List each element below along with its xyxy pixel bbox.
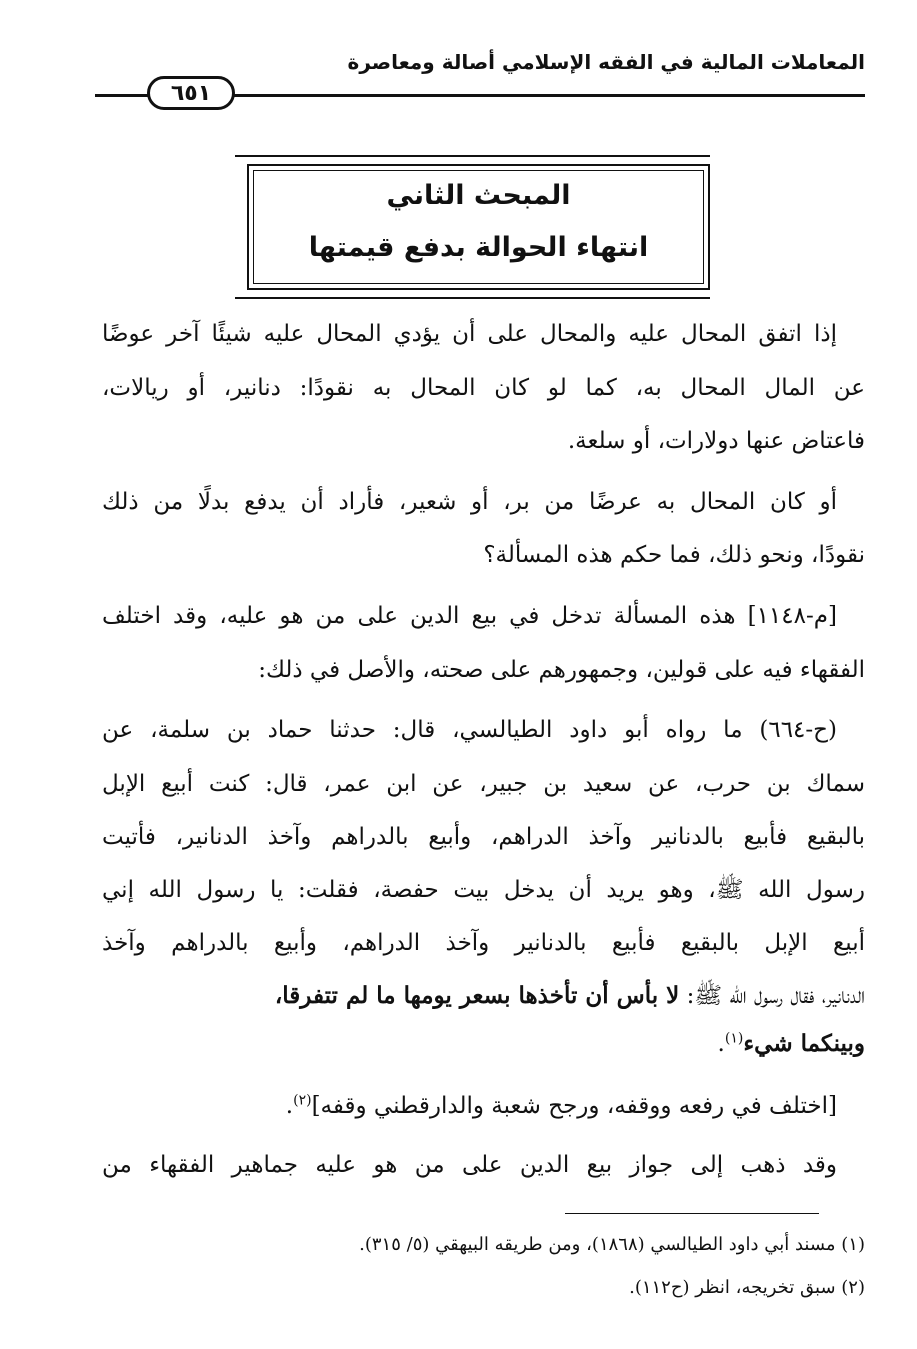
paragraph-3-line-1: [م-١١٤٨] هذه المسألة تدخل في بيع الدين على من هو عليه، وقد اختلف (102, 603, 837, 629)
paragraph-5-period: . (285, 1093, 294, 1119)
paragraph-5 (286, 1090, 837, 1122)
section-title: المبحث الثاني (386, 180, 571, 211)
title-rule-bottom (235, 297, 710, 299)
title-rule-top (235, 155, 710, 157)
section-subtitle: انتهاء الحوالة بدفع قيمتها (308, 232, 649, 263)
paragraph-6-line-1: وقد ذهب إلى جواز بيع الدين على من هو عليه جماهير الفقهاء من (102, 1152, 837, 1178)
paragraph-5-text: [اختلف في رفعه ووقفه، ورجح شعبة والدارقطني وقفه] (311, 1093, 837, 1119)
page-number: ٦٥١ (147, 76, 235, 110)
hadith-quote-end: وبينكما شيء (743, 1030, 865, 1057)
paragraph-3-line-2: الفقهاء فيه على قولين، وجمهورهم على صحته، والأصل في ذلك: (258, 657, 865, 683)
paragraph-4-line-2: سماك بن حرب، عن سعيد بن جبير، عن ابن عمر، قال: كنت أبيع الإبل (102, 771, 865, 797)
paragraph-4-line-7 (718, 1028, 865, 1060)
hadith-quote: لا بأس أن تأخذها بسعر يومها ما لم تتفرقا، (274, 982, 680, 1009)
paragraph-4-line-6 (275, 980, 865, 1012)
paragraph-4-line-1: (ح-٦٦٤) ما رواه أبو داود الطيالسي، قال: حدثنا حماد بن سلمة، عن (102, 717, 837, 743)
paragraph-2-line-1: أو كان المحال به عرضًا من بر، أو شعير، فأراد أن يدفع بدلًا من ذلك (102, 489, 837, 515)
paragraph-4-line-6-text: الدنانير، فقال رسول الله ﷺ: (679, 983, 865, 1009)
section-title-box (247, 164, 710, 290)
paragraph-4-line-3: بالبقيع فأبيع بالدنانير وآخذ الدراهم، وأبيع بالدراهم وآخذ الدنانير، فأتيت (102, 824, 865, 850)
paragraph-1-line-1: إذا اتفق المحال عليه والمحال على أن يؤدي المحال عليه شيئًا آخر عوضًا (102, 321, 837, 347)
paragraph-4-line-4: رسول الله ﷺ، وهو يريد أن يدخل بيت حفصة، فقلت: يا رسول الله إني (102, 877, 865, 903)
footnote-separator (565, 1213, 819, 1214)
footnote-1: (١) مسند أبي داود الطيالسي (١٨٦٨)، ومن طريقه البيهقي (٥/ ٣١٥). (359, 1234, 865, 1255)
running-header-title: المعاملات المالية في الفقه الإسلامي أصالة ومعاصرة (347, 50, 865, 74)
paragraph-1-line-2: عن المال المحال به، كما لو كان المحال به نقودًا: دنانير، أو ريالات، (102, 375, 865, 401)
paragraph-2-line-2: نقودًا، ونحو ذلك، فما حكم هذه المسألة؟ (483, 542, 865, 568)
footnote-2: (٢) سبق تخريجه، انظر (ح١١٢). (629, 1277, 865, 1298)
paragraph-4-line-5: أبيع الإبل بالبقيع فأبيع بالدنانير وآخذ الدراهم، وأبيع بالدراهم وآخذ (102, 930, 865, 956)
footnote-ref-1: (١) (724, 1030, 744, 1047)
paragraph-1-line-3: فاعتاض عنها دولارات، أو سلعة. (567, 428, 865, 454)
footnote-ref-2: (٢) (293, 1092, 312, 1109)
paragraph-4-line-7-period: . (717, 1031, 725, 1057)
